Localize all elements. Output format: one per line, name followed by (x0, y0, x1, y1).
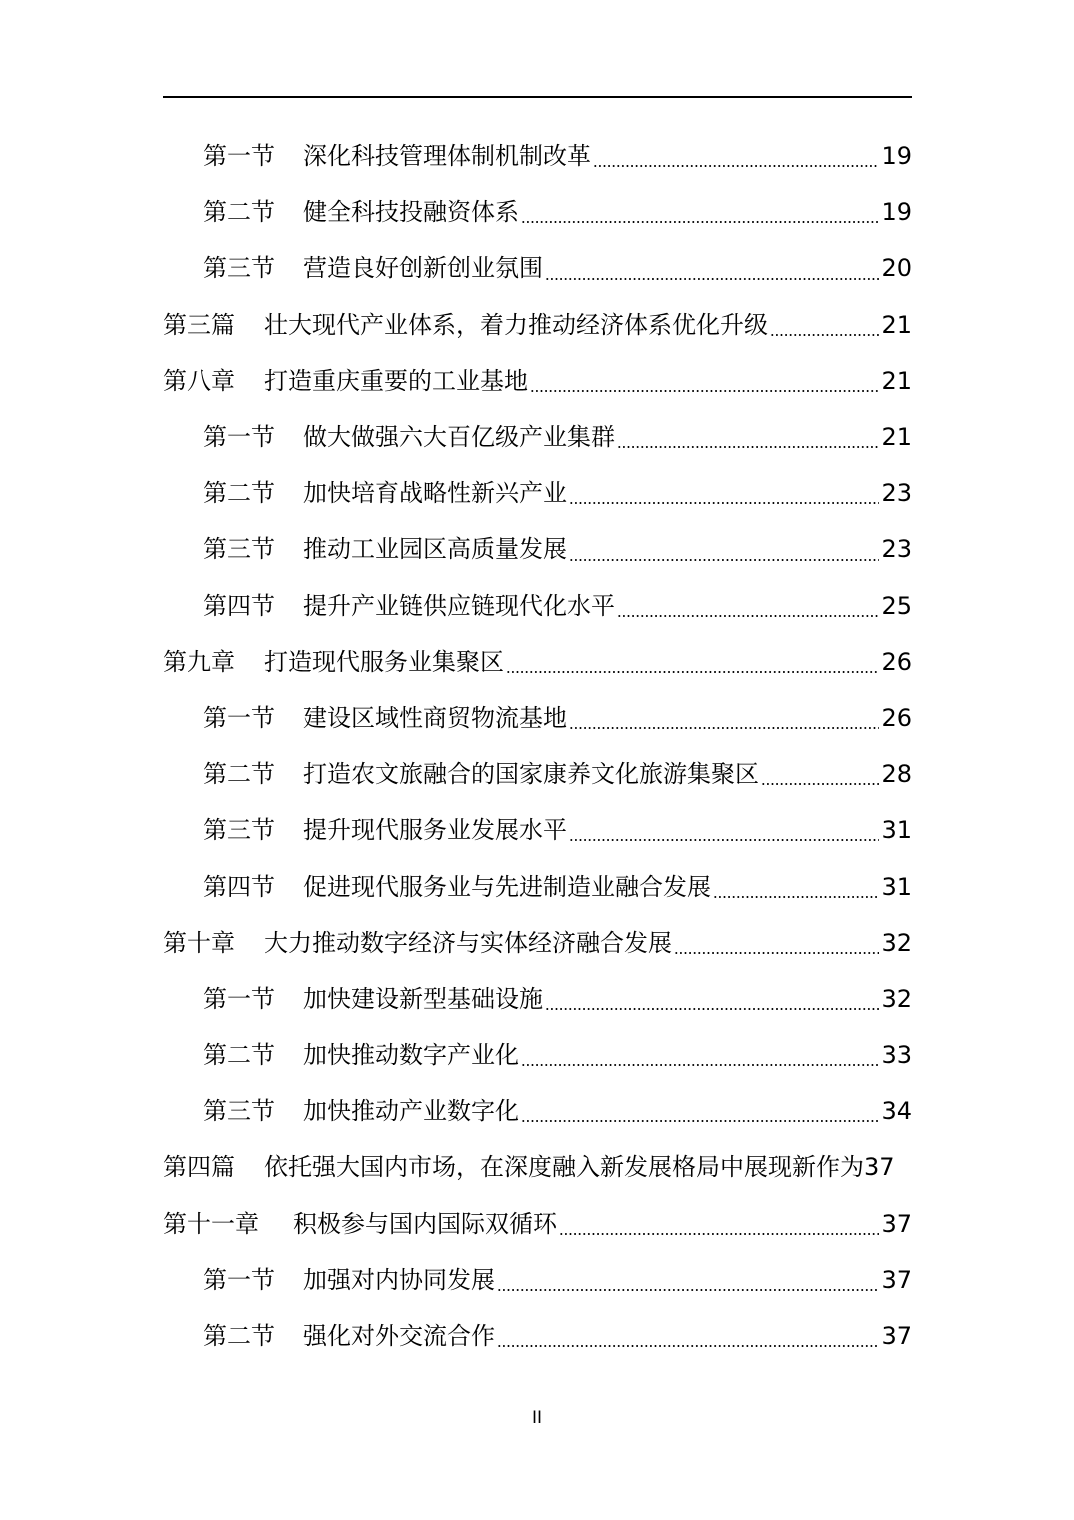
toc-dot-leader (569, 727, 879, 729)
toc-dot-leader (497, 1289, 879, 1291)
toc-dot-leader (545, 278, 879, 280)
table-of-contents (0, 128, 1074, 1364)
toc-entry[interactable] (0, 465, 912, 521)
toc-entry-title: 大力推动数字经济与实体经济融合发展 (264, 928, 672, 957)
toc-dot-leader (569, 559, 879, 561)
toc-entry-page: 37 (864, 1153, 895, 1182)
toc-entry-page: 37 (881, 1265, 912, 1294)
toc-entry-page: 21 (881, 423, 912, 452)
toc-dot-leader (497, 1345, 879, 1347)
toc-entry-page: 21 (881, 310, 912, 339)
toc-entry[interactable] (0, 971, 912, 1027)
toc-entry[interactable] (0, 1252, 912, 1308)
toc-dot-leader (530, 390, 879, 392)
toc-dot-leader (617, 446, 879, 448)
toc-entry-number: 第十章 (163, 928, 235, 957)
toc-entry-title: 促进现代服务业与先进制造业融合发展 (303, 872, 711, 901)
toc-dot-leader (761, 783, 879, 785)
page-number: II (531, 1408, 543, 1428)
toc-entry[interactable] (0, 802, 912, 858)
toc-entry[interactable] (0, 409, 912, 465)
toc-entry-title: 加强对内协同发展 (303, 1265, 495, 1294)
toc-entry-number: 第一节 (203, 984, 275, 1013)
header-rule (163, 96, 912, 98)
toc-entry-title: 加快建设新型基础设施 (303, 984, 543, 1013)
toc-entry-page: 34 (881, 1097, 912, 1126)
toc-entry-number: 第四节 (203, 591, 275, 620)
toc-entry-number: 第四节 (203, 872, 275, 901)
toc-entry-number: 第一节 (203, 142, 275, 171)
toc-entry-number: 第一节 (203, 703, 275, 732)
toc-entry[interactable] (0, 578, 912, 634)
toc-dot-leader (521, 221, 879, 223)
toc-entry-page: 23 (881, 535, 912, 564)
toc-entry-page: 20 (881, 254, 912, 283)
toc-entry-title: 建设区域性商贸物流基地 (303, 703, 567, 732)
toc-entry-title: 加快推动产业数字化 (303, 1097, 519, 1126)
toc-entry-page: 37 (881, 1322, 912, 1351)
toc-entry-title: 打造现代服务业集聚区 (264, 647, 504, 676)
toc-entry-title: 打造农文旅融合的国家康养文化旅游集聚区 (303, 760, 759, 789)
toc-entry-number: 第三篇 (163, 310, 235, 339)
toc-entry-number: 第十一章 (163, 1209, 259, 1238)
toc-entry-number: 第二节 (203, 1322, 275, 1351)
toc-entry-page: 31 (881, 816, 912, 845)
toc-entry[interactable] (0, 240, 912, 296)
toc-entry[interactable] (0, 858, 912, 914)
toc-dot-leader (521, 1120, 879, 1122)
toc-dot-leader (770, 334, 879, 336)
toc-entry-title: 健全科技投融资体系 (303, 198, 519, 227)
toc-entry-number: 第一节 (203, 1265, 275, 1294)
toc-entry-number: 第二节 (203, 479, 275, 508)
toc-entry-number: 第三节 (203, 254, 275, 283)
toc-entry-chapter[interactable] (0, 634, 912, 690)
toc-entry-chapter[interactable] (0, 1196, 912, 1252)
toc-dot-leader (593, 165, 879, 167)
toc-entry-part[interactable] (0, 297, 912, 353)
toc-dot-leader (569, 839, 879, 841)
toc-entry[interactable] (0, 1083, 912, 1139)
toc-dot-leader (559, 1233, 879, 1235)
toc-entry-page: 25 (881, 591, 912, 620)
toc-entry-title: 加快培育战略性新兴产业 (303, 479, 567, 508)
toc-entry-title: 打造重庆重要的工业基地 (264, 366, 528, 395)
toc-entry-page: 23 (881, 479, 912, 508)
toc-entry-number: 第二节 (203, 198, 275, 227)
toc-entry-title: 营造良好创新创业氛围 (303, 254, 543, 283)
toc-entry-title: 深化科技管理体制机制改革 (303, 142, 591, 171)
toc-entry-chapter[interactable] (0, 915, 912, 971)
toc-entry-page: 32 (881, 928, 912, 957)
toc-entry-number: 第二节 (203, 1041, 275, 1070)
toc-entry-title: 加快推动数字产业化 (303, 1041, 519, 1070)
toc-dot-leader (521, 1064, 879, 1066)
toc-entry-number: 第三节 (203, 1097, 275, 1126)
toc-entry-title: 做大做强六大百亿级产业集群 (303, 423, 615, 452)
toc-entry-page: 28 (881, 760, 912, 789)
toc-dot-leader (569, 502, 879, 504)
toc-entry-title: 依托强大国内市场，在深度融入新发展格局中展现新作为 (264, 1153, 864, 1182)
toc-entry-number: 第三节 (203, 535, 275, 564)
toc-entry[interactable] (0, 184, 912, 240)
toc-entry-number: 第二节 (203, 760, 275, 789)
toc-entry-page: 31 (881, 872, 912, 901)
toc-entry-number: 第九章 (163, 647, 235, 676)
toc-entry[interactable] (0, 521, 912, 577)
toc-dot-leader (545, 1008, 879, 1010)
toc-dot-leader (674, 952, 879, 954)
toc-entry-number: 第三节 (203, 816, 275, 845)
toc-dot-leader (713, 896, 879, 898)
toc-entry-number: 第一节 (203, 423, 275, 452)
toc-entry-number: 第八章 (163, 366, 235, 395)
toc-entry-title: 提升产业链供应链现代化水平 (303, 591, 615, 620)
toc-dot-leader (506, 671, 879, 673)
toc-entry[interactable] (0, 1027, 912, 1083)
toc-entry-part[interactable] (0, 1139, 912, 1195)
toc-entry-page: 33 (881, 1041, 912, 1070)
toc-dot-leader (617, 615, 879, 617)
toc-entry-chapter[interactable] (0, 353, 912, 409)
toc-entry-title: 壮大现代产业体系，着力推动经济体系优化升级 (264, 310, 768, 339)
toc-entry-number: 第四篇 (163, 1153, 235, 1182)
toc-entry-page: 21 (881, 366, 912, 395)
toc-entry-page: 32 (881, 984, 912, 1013)
toc-entry[interactable] (0, 1308, 912, 1364)
toc-entry-page: 26 (881, 703, 912, 732)
toc-entry-page: 26 (881, 647, 912, 676)
toc-entry-title: 推动工业园区高质量发展 (303, 535, 567, 564)
toc-entry[interactable] (0, 128, 912, 184)
toc-entry-page: 37 (881, 1209, 912, 1238)
toc-entry-title: 提升现代服务业发展水平 (303, 816, 567, 845)
toc-entry-title: 积极参与国内国际双循环 (293, 1209, 557, 1238)
toc-entry-page: 19 (881, 142, 912, 171)
toc-entry[interactable] (0, 746, 912, 802)
toc-entry-page: 19 (881, 198, 912, 227)
toc-entry[interactable] (0, 690, 912, 746)
toc-entry-title: 强化对外交流合作 (303, 1322, 495, 1351)
